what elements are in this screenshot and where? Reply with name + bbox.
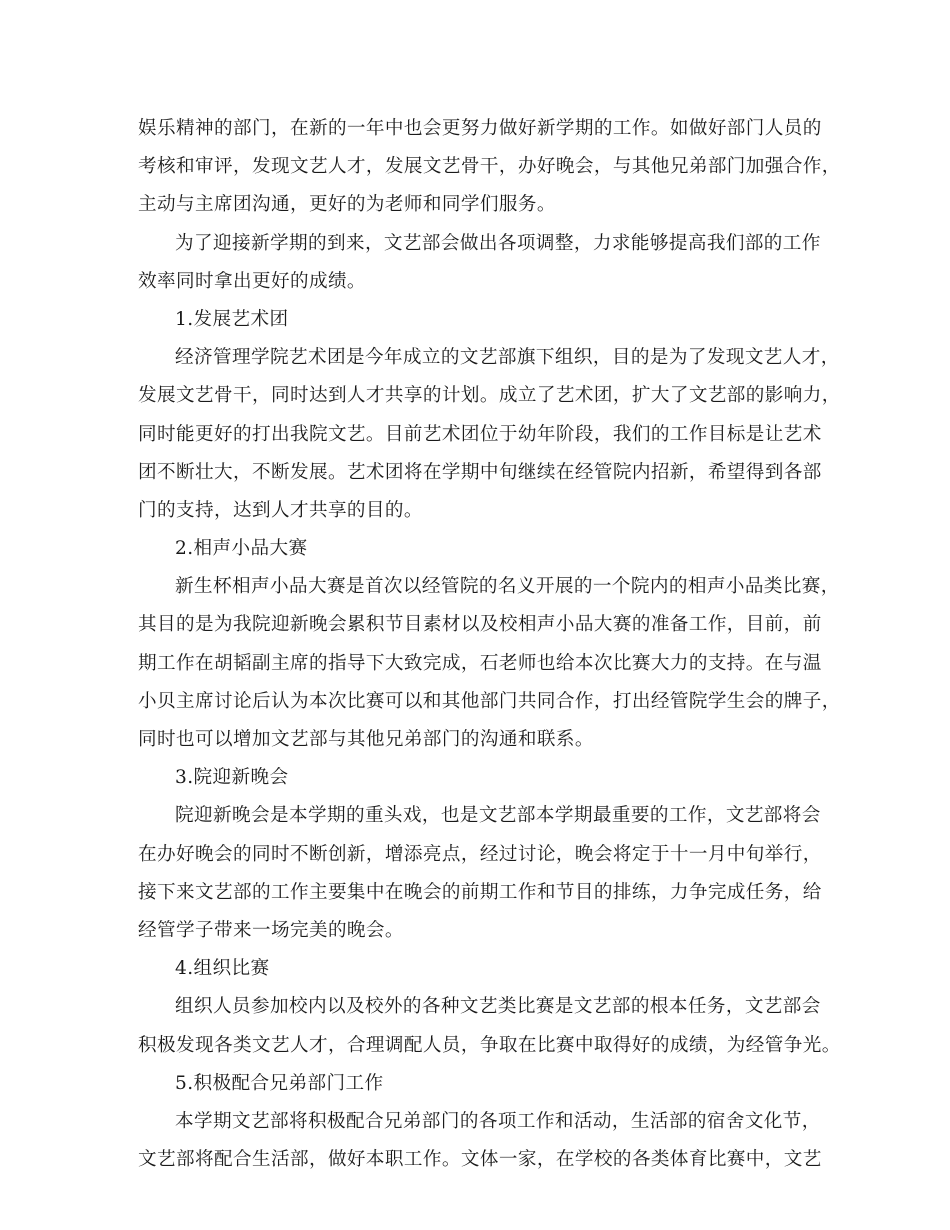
paragraph-line: 效率同时拿出更好的成绩。 bbox=[138, 270, 366, 292]
paragraph-line: 期工作在胡韬副主席的指导下大致完成，石老师也给本次比赛大力的支持。在与温 bbox=[138, 652, 822, 674]
section-heading: 5.积极配合兄弟部门工作 bbox=[175, 1072, 384, 1094]
paragraph-line: 发展文艺骨干，同时达到人才共享的计划。成立了艺术团，扩大了文艺部的影响力， bbox=[138, 385, 841, 407]
section-heading: 4.组织比赛 bbox=[175, 958, 270, 980]
paragraph-line: 团不断壮大，不断发展。艺术团将在学期中旬继续在经管院内招新，希望得到各部 bbox=[138, 461, 822, 483]
paragraph-line: 同时能更好的打出我院文艺。目前艺术团位于幼年阶段，我们的工作目标是让艺术 bbox=[138, 423, 822, 445]
paragraph-line: 主动与主席团沟通，更好的为老师和同学们服务。 bbox=[138, 194, 556, 216]
document-body bbox=[138, 110, 841, 1179]
paragraph-line: 组织人员参加校内以及校外的各种文艺类比赛是文艺部的根本任务，文艺部会 bbox=[175, 996, 821, 1018]
paragraph-line: 在办好晚会的同时不断创新，增添亮点，经过讨论，晚会将定于十一月中旬举行， bbox=[138, 843, 822, 865]
paragraph-line: 考核和审评，发现文艺人才，发展文艺骨干，办好晚会，与其他兄弟部门加强合作， bbox=[138, 156, 841, 178]
paragraph-line: 文艺部将配合生活部，做好本职工作。文体一家，在学校的各类体育比赛中，文艺 bbox=[138, 1149, 822, 1171]
paragraph-line: 积极发现各类文艺人才，合理调配人员，争取在比赛中取得好的成绩，为经管争光。 bbox=[138, 1034, 841, 1056]
paragraph-line: 本学期文艺部将积极配合兄弟部门的各项工作和活动，生活部的宿舍文化节， bbox=[175, 1110, 821, 1132]
paragraph-line: 经济管理学院艺术团是今年成立的文艺部旗下组织，目的是为了发现文艺人才， bbox=[175, 347, 840, 369]
paragraph-line: 小贝主席讨论后认为本次比赛可以和其他部门共同合作，打出经管院学生会的牌子， bbox=[138, 690, 841, 712]
paragraph-line: 同时也可以增加文艺部与其他兄弟部门的沟通和联系。 bbox=[138, 729, 594, 750]
paragraph-line: 接下来文艺部的工作主要集中在晚会的前期工作和节目的排练，力争完成任务，给 bbox=[138, 881, 822, 903]
paragraph-line: 院迎新晚会是本学期的重头戏，也是文艺部本学期最重要的工作，文艺部将会 bbox=[175, 805, 821, 827]
paragraph-line: 为了迎接新学期的到来，文艺部会做出各项调整，力求能够提高我们部的工作 bbox=[175, 232, 821, 254]
section-heading: 1.发展艺术团 bbox=[175, 308, 289, 330]
section-heading: 2.相声小品大赛 bbox=[175, 538, 308, 560]
paragraph-line: 其目的是为我院迎新晚会累积节目素材以及校相声小品大赛的准备工作，目前，前 bbox=[138, 614, 822, 636]
paragraph-line: 娱乐精神的部门，在新的一年中也会更努力做好新学期的工作。如做好部门人员的 bbox=[138, 118, 822, 139]
paragraph-line: 门的支持，达到人才共享的目的。 bbox=[138, 499, 423, 521]
paragraph-line: 新生杯相声小品大赛是首次以经管院的名义开展的一个院内的相声小品类比赛， bbox=[175, 576, 840, 598]
paragraph-line: 经管学子带来一场完美的晚会。 bbox=[138, 919, 404, 941]
section-heading: 3.院迎新晚会 bbox=[175, 767, 289, 789]
